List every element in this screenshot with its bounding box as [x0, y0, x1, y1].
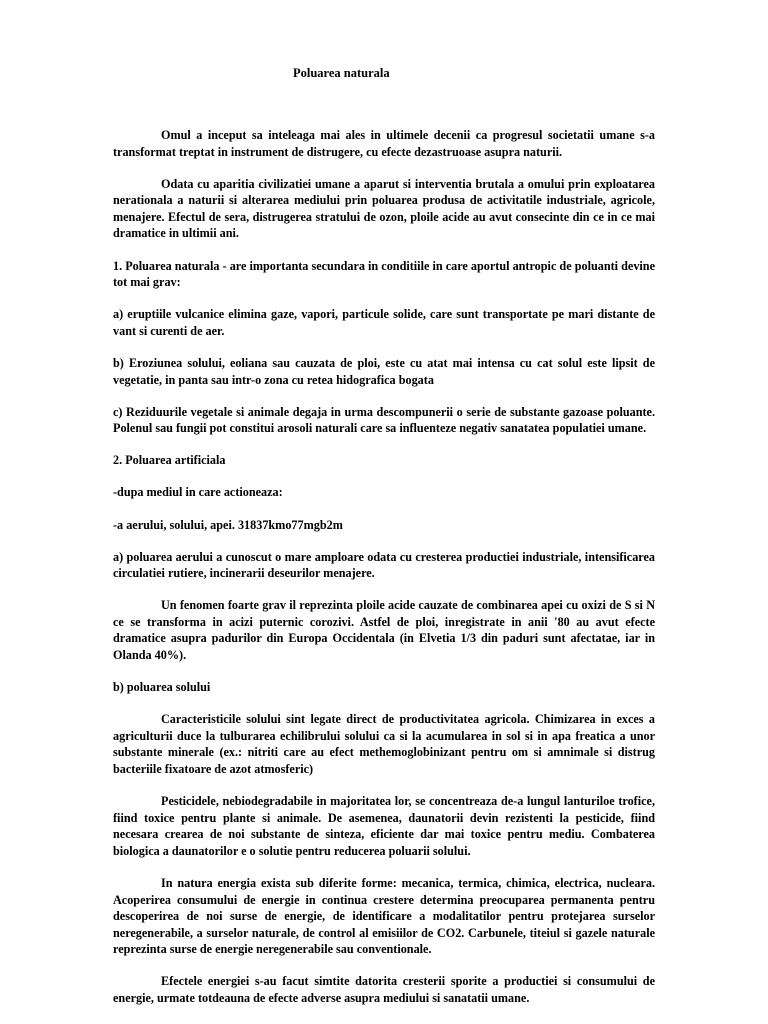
- paragraph-energy-forms: In natura energia exista sub diferite forme: mecanica, termica, chimica, electrica, nucleara. Acoperirea consumului de energie in continua crestere determina preocuparea permanenta pentru descoperirea de noi surse de energie, de identificare a modalitatilor pentru protejarea surselor neregenerabile, a surselor naturale, de control al emisiilor de CO2. Carbunele, titeiul si gazele naturale reprezinta surse de energie neregenerabile sau conventionale.: [113, 876, 655, 957]
- paragraph-residues: c) Reziduurile vegetale si animale degaja in urma descompunerii o serie de substante gazoase poluante. Polenul sau fungii pot constitui arosoli naturali care sa influenteze negativ sanatatea populatiei umane.: [113, 404, 655, 436]
- paragraph-soil-characteristics: Caracteristicile solului sint legate direct de productivitatea agricola. Chimizarea in exces a agriculturii duce la tulburarea echilibrului solului ca si la acumularea in sol si in apa freatica a unor substante minerale (ex.: nitriti care au efect methemoglobinizant pentru om si amnimale si distrug bacteriile fixatoare de azot atmosferic): [113, 712, 655, 777]
- paragraph-acid-rain: Un fenomen foarte grav il reprezinta ploile acide cauzate de combinarea apei cu oxizi de S si N ce se transforma in acizi puternic corozivi. Astfel de ploi, inregistrate in anii '80 au avut efecte dramatice asupra padurilor din Europa Occidentala (in Elvetia 1/3 din paduri sunt afectatae, iar in Olanda 40%).: [113, 598, 655, 663]
- paragraph-pesticides: Pesticidele, nebiodegradabile in majoritatea lor, se concentreaza de-a lungul lanturiloe trofice, fiind toxice pentru plante si animale. De asemenea, daunatorii devin rezistenti la pesticide, fiind necesara crearea de noi substante de sinteza, eficiente dar mai toxice pentru mediu. Combaterea biologica a daunatorilor e o solutie pentru reducerea poluarii solului.: [113, 794, 655, 858]
- paragraph-soil-erosion: b) Eroziunea solului, eoliana sau cauzata de ploi, este cu atat mai intensa cu cat solul este lipsit de vegetatie, in panta sau intr-o zona cu retea hidografica bogata: [113, 355, 655, 387]
- paragraph-intro: Omul a inceput sa inteleaga mai ales in ultimele decenii ca progresul societatii umane s-a transformat treptat in instrument de distrugere, cu efecte dezastruoase asupra naturii.: [113, 128, 655, 159]
- paragraph-air-pollution: a) poluarea aerului a cunoscut o mare amploare odata cu cresterea productiei industriale, intensificarea circulatiei rutiere, incinerarii deseurilor menajere.: [113, 549, 655, 581]
- paragraph-volcanic-eruptions: a) eruptiile vulcanice elimina gaze, vapori, particule solide, care sunt transportate pe mari distante de vant si curenti de aer.: [113, 307, 655, 338]
- document-body: [113, 127, 655, 1022]
- document-title: Poluarea naturala: [293, 66, 390, 80]
- paragraph-by-medium: -dupa mediul in care actioneaza:: [113, 485, 283, 500]
- paragraph-artificial-pollution-heading: 2. Poluarea artificiala: [113, 453, 226, 468]
- paragraph-energy-effects: Efectele energiei s-au facut simtite datorita cresterii sporite a productiei si consumului de energie, urmate totdeauna de efecte adverse asupra mediului si sanatatii umane.: [113, 974, 655, 1006]
- paragraph-natural-pollution-heading: 1. Poluarea naturala - are importanta secundara in conditiile in care aportul antropic de poluanti devine tot mai grav:: [113, 258, 655, 290]
- paragraph-soil-pollution-heading: b) poluarea solului: [113, 680, 211, 695]
- paragraph-air-soil-water: -a aerului, solului, apei. 31837kmo77mgb2m: [113, 517, 343, 532]
- paragraph-civilization: Odata cu aparitia civilizatiei umane a aparut si interventia brutala a omului prin exploatarea nerationala a naturii si alterarea mediului prin poluarea produsa de activitatile industriale, agricole, menajere. Efectul de sera, distrugerea stratului de ozon, ploile acide au avut consecinte din ce in ce mai dramatice in ultimii ani.: [113, 176, 655, 241]
